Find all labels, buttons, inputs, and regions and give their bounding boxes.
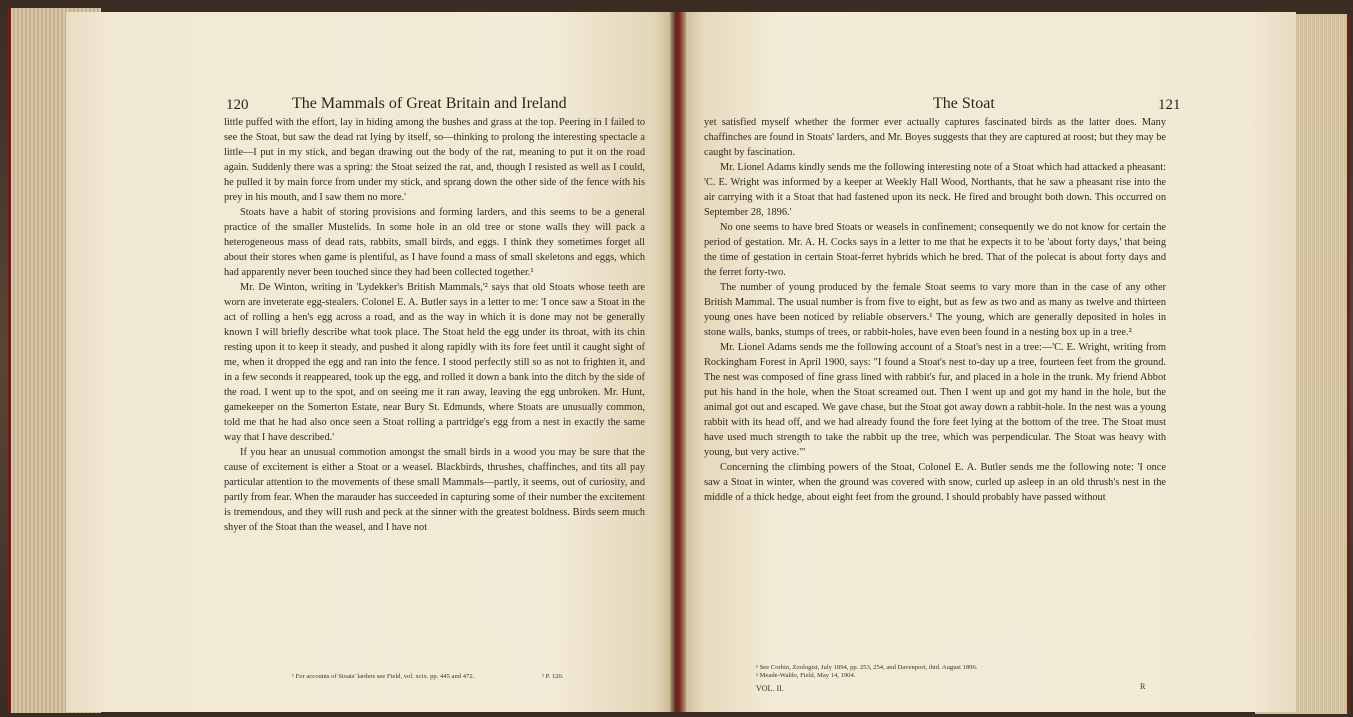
signature-mark: R [1140,682,1146,691]
paragraph: No one seems to have bred Stoats or weasels in confinement; consequently we do not know for certain the period of gestation. Mr. A. H. Cocks says in a letter to me that he expects it to be 'about forty days,' that being the time of gestation in certain Stoat-ferret hybrids which he bred. That of the polecat is about forty days and the ferret forty-two. [704,222,1166,279]
paragraph: Mr. De Winton, writing in 'Lydekker's British Mammals,'² says that old Stoats whose teeth are worn are inveterate egg-stealers. Colonel E. A. Butler says in a letter to me: 'I once saw a Stoat in the act of rolling a hen's egg across a road, and as the way in which it is done may not be generally known I will briefly describe what took place. The Stoat held the egg under its throat, with its chin resting upon it to keep it steady, and pushed it along rapidly with its fore feet until it caught sight of me, when it dropped the egg and ran into the fence. I stood perfectly still so as not to frighten it, and in a few seconds it reappeared, took up the egg, and rolled it down a bank into the ditch by the side of the road. I went up to the spot, and on seeing me it ran away, leaving the egg unbroken. Mr. Hunt, gamekeeper on the Somerton Estate, near Bury St. Edmunds, where Stoats are unusually common, told me that he had also once seen a Stoat rolling a partridge's egg from a nest in exactly the same way that I have described.' [224,282,645,444]
paragraph: The number of young produced by the female Stoat seems to vary more than in the case of any other British Mammal. The usual number is from five to eight, but as few as two and as many as twelve and thirteen young ones have been noticed by reliable observers.¹ The young, which are generally deposited in holes in stone walls, banks, stumps of trees, or rabbit-holes, have even been found in a nesting box up in a tree.² [704,282,1166,339]
footnote: ¹ See Corbin, Zoologist, July 1894, pp. 253, 254, and Davenport, ibid. August 1896. [756,664,978,671]
right-footnotes [704,664,1166,680]
right-page-number: 121 [1158,97,1181,113]
right-page-header [704,97,1184,115]
signature-volume: VOL. II. [756,684,784,693]
footnote: ² P. 120. [542,673,564,680]
paragraph: Stoats have a habit of storing provisions and forming larders, and this seems to be a general practice of the smaller Mustelids. In some hole in an old tree or stone walls they will pack a heterogeneous mass of dead rats, rabbits, small birds, and eggs. I think they sometimes forget all about their stores when game is plentiful, as I have found a mass of small skeletons and eggs, which had apparently never been touched since they had been collected together.¹ [224,207,645,279]
book-gutter [670,12,686,712]
right-running-title: The Stoat [933,95,995,112]
left-page-body [224,115,645,535]
left-running-title: The Mammals of Great Britain and Ireland [292,95,567,112]
left-page-header [226,97,646,115]
paragraph: little puffed with the effort, lay in hiding among the bushes and grass at the top. Peering in I failed to see the Stoat, but saw the dead rat lying by itself, so—thinking to prolong the interesting spectacle a little—I put in my stick, and began drawing out the body of the rat, meaning to put it on the road again. Suddenly there was a spring: the Stoat seized the rat, and, though I resisted as well as I could, he pulled it by main force from under my stick, and sprang down the other side of the fence with his prey in his mouth, and I saw them no more.' [224,117,645,204]
paragraph: Concerning the climbing powers of the Stoat, Colonel E. A. Butler sends me the following note: 'I once saw a Stoat in winter, when the ground was covered with snow, curled up asleep in an old thrush's nest in the middle of a thick hedge, about eight feet from the ground. I should probably have passed without [704,462,1166,504]
paragraph: If you hear an unusual commotion amongst the small birds in a wood you may be sure that the cause of excitement is either a Stoat or a weasel. Blackbirds, thrushes, chaffinches, and tits all pay particular attention to the movements of these small Mammals—partly, it seems, out of curiosity, and partly from fear. When the marauder has succeeded in capturing some of their number the excitement is tremendous, and they will rush and peck at the sinner with the greatest boldness. Birds seem much shyer of the Stoat than the weasel, and I have not [224,447,645,534]
paragraph: Mr. Lionel Adams sends me the following account of a Stoat's nest in a tree:—'C. E. Wright, writing from Rockingham Forest in April 1900, says: "I found a Stoat's nest to-day up a tree, fourteen feet from the ground. The nest was composed of fine grass lined with rabbit's fur, and placed in a hole in the trunk. My friend Abbot put his hand in the hole, when the Stoat screamed out. Then I went up and got my hand in the hole, but the animal got out and escaped. We gave chase, but the Stoat got away down a rabbit-hole. In the nest was a young rabbit with its head off, and we had already found the fore feet lying at the bottom of the tree. The Stoat must have used much strength to take the rabbit up the tree, which was perpendicular. The Stoat was heavy with young, but very active."' [704,342,1166,459]
right-page-body [704,115,1166,505]
footnote: ² Meade-Waldo, Field, May 14, 1904. [756,672,856,680]
left-page-number: 120 [226,97,249,113]
paragraph: yet satisfied myself whether the former ever actually captures fascinated birds as the latter does. Many chaffinches are found in Stoats' larders, and Mr. Boyes suggests that they are captured at roost; but they may be caught by fascination. [704,117,1166,159]
footnote: ¹ For accounts of Stoats' larders see Field, vol. xcix. pp. 445 and 472. [292,673,475,680]
paragraph: Mr. Lionel Adams kindly sends me the following interesting note of a Stoat which had attacked a pheasant: 'C. E. Wright was informed by a keeper at Weekly Hall Wood, Northants, that he saw a pheasant rise into the air carrying with it a Stoat that had fastened upon its neck. He fired and brought both down. This occurred on September 28, 1896.' [704,162,1166,219]
